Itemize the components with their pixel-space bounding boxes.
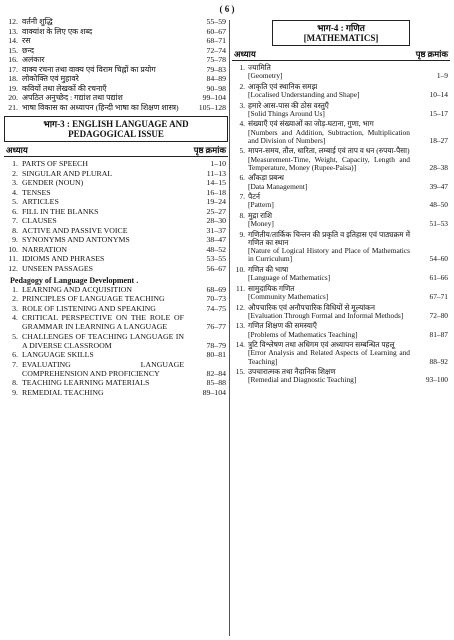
english-item-row xyxy=(4,198,228,207)
item-title-english: [Evaluation Through Formal and Informal Methods] xyxy=(248,310,404,320)
pedagogy-items-list xyxy=(4,286,228,398)
item-pages: 48–52 xyxy=(206,244,226,254)
math-item-row xyxy=(232,120,450,145)
item-title: NARRATION xyxy=(22,244,68,254)
item-title-english: [Language of Mathematics] xyxy=(248,273,331,283)
left-column xyxy=(4,18,228,398)
item-title-block xyxy=(248,102,450,118)
item-number: 1. xyxy=(12,284,18,294)
item-title-hindi: ज्यामिति xyxy=(248,63,271,72)
item-title-hindi: मुद्रा राशि xyxy=(248,210,272,220)
hindi-item-row xyxy=(4,18,228,27)
item-number: 9. xyxy=(239,229,245,239)
item-title-hindi: आँकड़ा प्रबन्ध xyxy=(248,173,284,183)
item-number: 14. xyxy=(8,36,18,45)
item-pages: 68–69 xyxy=(206,284,226,294)
section-4-subtitle: [MATHEMATICS] xyxy=(303,33,379,43)
hindi-item-row xyxy=(4,94,228,103)
item-number: 13. xyxy=(8,26,18,36)
item-number: 11. xyxy=(236,283,245,293)
item-title-hindi: त्रुटि विश्लेषण तथा अधिगम एवं अध्यापन सम्बन्धित पहलू xyxy=(248,340,395,350)
item-title: अपठित अनुच्छेद : गद्यांश तथा पद्यांश xyxy=(22,93,123,102)
item-title: भाषा विकास का अध्यापन (हिन्दी भाषा का शिक्षण शास्त्र) xyxy=(22,102,179,112)
item-title-hindi: औपचारिक एवं अनौपचारिक विधियों से मूल्यांकन xyxy=(248,302,375,312)
chapter-header-right: अध्याय xyxy=(234,49,256,59)
item-pages: 90–98 xyxy=(206,83,226,93)
item-title: SINGULAR AND PLURAL xyxy=(22,168,113,178)
item-title-english: [Problems of Mathematics Teaching] xyxy=(248,329,358,339)
item-title-hindi: उपचारात्मक तथा नैदानिक शिक्षण xyxy=(248,367,336,377)
item-title-block xyxy=(248,174,450,190)
math-item-row xyxy=(232,102,450,118)
math-item-row xyxy=(232,322,450,338)
pedagogy-item-row xyxy=(4,314,228,332)
page-number: ( 6 ) xyxy=(219,4,235,14)
hindi-items-list xyxy=(4,18,228,112)
item-pages: 70–73 xyxy=(206,294,226,304)
item-title-english: [Measurement-Time, Weight, Capacity, Length and Temperature, Money (Rupee-Paisa)] xyxy=(248,154,410,172)
item-number: 5. xyxy=(239,146,245,156)
item-title: TEACHING LEARNING MATERIALS xyxy=(22,378,150,388)
item-pages: 11–13 xyxy=(206,168,226,178)
right-column xyxy=(232,18,450,387)
math-item-row xyxy=(232,266,450,282)
item-pages: 82–84 xyxy=(206,368,226,378)
math-item-row xyxy=(232,83,450,99)
item-title-hindi: संख्याएँ एवं संख्याओं का जोड़-घटाना, गुणा, भाग xyxy=(248,119,374,129)
item-number: 15. xyxy=(8,45,18,55)
item-number: 18. xyxy=(8,74,18,83)
item-number: 2. xyxy=(239,81,245,91)
item-title-english: [Error Analysis and Related Aspects of Learning and Teaching] xyxy=(248,348,410,366)
item-title-block xyxy=(248,304,450,320)
item-title-block xyxy=(248,212,450,228)
pedagogy-item-row xyxy=(4,389,228,398)
item-pages: 88–92 xyxy=(429,356,448,366)
item-pages: 38–47 xyxy=(206,235,226,245)
item-pages: 93–100 xyxy=(425,375,448,385)
item-title-block xyxy=(248,193,450,209)
item-number: 8. xyxy=(12,225,18,235)
item-pages: 81–87 xyxy=(429,329,448,339)
item-pages: 55–59 xyxy=(206,17,226,26)
math-item-row xyxy=(232,147,450,172)
item-number: 5. xyxy=(12,331,18,341)
item-title-block xyxy=(248,368,450,384)
english-item-row xyxy=(4,265,228,274)
item-pages: 72–74 xyxy=(206,45,226,55)
item-title-hindi: आकृति एवं स्थानिक समझ xyxy=(248,81,318,91)
item-pages: 78–79 xyxy=(206,340,226,350)
item-title: ROLE OF LISTENING AND SPEAKING xyxy=(22,303,156,313)
section-3-title: भाग-3 : ENGLISH LANGUAGE AND PEDAGOGICAL ISSUE xyxy=(4,116,228,142)
item-pages: 10–14 xyxy=(429,90,448,99)
item-pages: 53–55 xyxy=(206,254,226,264)
item-title: लोकोक्ति एवं मुहावरे xyxy=(22,74,79,83)
item-pages: 28–38 xyxy=(429,162,448,172)
item-title-english: [Community Mathematics] xyxy=(248,291,329,301)
item-number: 4. xyxy=(12,187,18,197)
item-title-hindi: गणित शिक्षण की समस्याएँ xyxy=(248,321,317,331)
item-title-block xyxy=(248,266,450,282)
english-item-row xyxy=(4,179,228,188)
item-number: 14. xyxy=(235,340,245,350)
section-4-title: भाग-4 : गणित xyxy=(317,23,365,33)
item-number: 12. xyxy=(8,17,18,26)
column-divider xyxy=(229,20,230,636)
pedagogy-heading: Pedagogy of Language Development . xyxy=(10,275,139,285)
item-title-block xyxy=(248,285,450,301)
item-number: 9. xyxy=(12,387,18,397)
item-number: 19. xyxy=(8,83,18,93)
item-title: वर्तनी शुद्धि xyxy=(22,17,53,26)
item-pages: 1–9 xyxy=(436,71,448,81)
item-pages: 14–15 xyxy=(206,178,226,188)
item-title-english: [Pattern] xyxy=(248,200,274,210)
item-title-block xyxy=(248,147,450,172)
item-pages: 84–89 xyxy=(206,74,226,83)
item-title: छन्द xyxy=(22,45,35,55)
item-title: GENDER (NOUN) xyxy=(22,178,84,188)
item-pages: 105–128 xyxy=(198,102,226,112)
english-item-row xyxy=(4,255,228,264)
item-title-english: [Geometry] xyxy=(248,71,283,81)
item-title-block xyxy=(248,120,450,145)
item-title-block xyxy=(248,231,450,264)
page-header-right: पृष्ठ क्रमांक xyxy=(415,49,448,59)
math-items-list xyxy=(232,64,450,385)
pedagogy-item-row xyxy=(4,351,228,360)
item-number: 4. xyxy=(239,119,245,129)
item-number: 4. xyxy=(12,313,18,323)
item-title: PRINCIPLES OF LANGUAGE TEACHING xyxy=(22,294,165,304)
item-title-hindi: गणितीय/तार्किक चिन्तन की प्रकृति व इतिहास एवं पाठ्यक्रम में गणित का स्थान xyxy=(248,229,410,247)
item-number: 10. xyxy=(8,244,18,254)
item-title-hindi: हमारे आस-पास की ठोस वस्तुएँ xyxy=(248,100,329,110)
math-item-row xyxy=(232,285,450,301)
item-pages: 1–10 xyxy=(210,159,226,169)
item-pages: 75–78 xyxy=(206,55,226,64)
item-pages: 18–27 xyxy=(429,135,448,145)
item-pages: 72–80 xyxy=(429,310,448,320)
item-number: 6. xyxy=(12,350,18,360)
item-title: LEARNING AND ACQUISITION xyxy=(22,284,133,294)
item-number: 2. xyxy=(12,168,18,178)
math-item-row xyxy=(232,174,450,190)
item-pages: 76–77 xyxy=(206,322,226,332)
column-header xyxy=(4,145,228,157)
hindi-item-row xyxy=(4,75,228,84)
item-title-block xyxy=(248,64,450,80)
item-pages: 61–66 xyxy=(429,273,448,283)
item-title: रस xyxy=(22,36,31,45)
item-title: ACTIVE AND PASSIVE VOICE xyxy=(22,225,128,235)
item-pages: 51–53 xyxy=(429,219,448,229)
item-title-english: [Nature of Logical History and Place of Mathematics in Curriculum] xyxy=(248,246,410,264)
item-pages: 99–104 xyxy=(202,93,226,102)
item-number: 9. xyxy=(12,235,18,245)
item-title: ARTICLES xyxy=(22,197,59,207)
item-title-english: [Solid Things Around Us] xyxy=(248,108,325,118)
item-number: 13. xyxy=(235,321,245,331)
item-title: SYNONYMS AND ANTONYMS xyxy=(22,235,130,245)
item-number: 12. xyxy=(8,263,18,273)
item-number: 12. xyxy=(235,302,245,312)
item-title: FILL IN THE BLANKS xyxy=(22,206,99,216)
item-pages: 28–30 xyxy=(206,216,226,226)
pedagogy-item-row xyxy=(4,333,228,351)
item-number: 2. xyxy=(12,294,18,304)
item-number: 6. xyxy=(12,206,18,216)
item-title: CRITICAL PERSPECTIVE ON THE ROLE OF GRAMMAR IN LEARNING A LANGUAGE xyxy=(22,313,184,332)
item-number: 17. xyxy=(8,64,18,74)
english-item-row xyxy=(4,236,228,245)
item-pages: 19–24 xyxy=(206,197,226,207)
hindi-item-row xyxy=(4,104,228,113)
item-title: कवियों तथा लेखकों की रचनाएँ xyxy=(22,83,107,93)
item-title: CLAUSES xyxy=(22,216,57,226)
item-title-english: [Numbers and Addition, Subtraction, Multiplication and Division of Numbers] xyxy=(248,127,410,145)
item-number: 20. xyxy=(8,93,18,102)
item-title-english: [Money] xyxy=(248,219,274,229)
item-pages: 48–50 xyxy=(429,200,448,210)
english-item-row xyxy=(4,160,228,169)
item-title-block xyxy=(248,322,450,338)
item-title-hindi: गणित की भाषा xyxy=(248,264,289,274)
item-number: 5. xyxy=(12,197,18,207)
page-header: पृष्ठ क्रमांक xyxy=(193,145,226,156)
item-title: EVALUATING LANGUAGE COMPREHENSION AND PROFICIENCY xyxy=(22,359,184,378)
item-pages: 60–67 xyxy=(206,26,226,36)
item-pages: 16–18 xyxy=(206,187,226,197)
hindi-item-row xyxy=(4,28,228,37)
item-pages: 68–71 xyxy=(206,36,226,45)
item-pages: 79–83 xyxy=(206,64,226,74)
item-title: IDIOMS AND PHRASES xyxy=(22,254,105,264)
item-number: 8. xyxy=(239,210,245,220)
item-pages: 25–27 xyxy=(206,206,226,216)
item-title: वाक्य रचना तथा वाक्य एवं विराम चिह्नों का प्रयोग xyxy=(22,64,156,74)
item-pages: 89–104 xyxy=(202,387,226,397)
item-pages: 15–17 xyxy=(429,108,448,118)
math-item-row xyxy=(232,304,450,320)
item-number: 1. xyxy=(12,159,18,169)
pedagogy-item-row xyxy=(4,361,228,379)
item-number: 10. xyxy=(235,264,245,274)
english-item-row xyxy=(4,217,228,226)
item-pages: 54–60 xyxy=(429,254,448,264)
english-items-list xyxy=(4,160,228,273)
item-title: UNSEEN PASSAGES xyxy=(22,263,93,273)
item-pages: 31–37 xyxy=(206,225,226,235)
item-pages: 39–47 xyxy=(429,181,448,191)
hindi-item-row xyxy=(4,56,228,65)
item-number: 7. xyxy=(239,192,245,202)
item-pages: 80–81 xyxy=(206,350,226,360)
item-number: 1. xyxy=(239,63,245,72)
item-title-hindi: सामुदायिक गणित xyxy=(248,283,295,293)
math-item-row xyxy=(232,368,450,384)
item-title: PARTS OF SPEECH xyxy=(22,159,88,169)
item-title-english: [Data Management] xyxy=(248,181,308,191)
math-item-row xyxy=(232,231,450,264)
item-title: LANGUAGE SKILLS xyxy=(22,350,94,360)
section-4-title-box xyxy=(272,20,410,46)
pedagogy-item-row xyxy=(4,379,228,388)
item-title-hindi: पैटर्न xyxy=(248,192,261,202)
item-title-block xyxy=(248,341,450,366)
math-item-row xyxy=(232,212,450,228)
hindi-item-row xyxy=(4,37,228,46)
item-number: 15. xyxy=(235,367,245,377)
item-title: REMEDIAL TEACHING xyxy=(22,387,104,397)
item-pages: 56–67 xyxy=(206,263,226,273)
item-number: 8. xyxy=(12,378,18,388)
item-number: 21. xyxy=(8,102,18,112)
item-number: 6. xyxy=(239,173,245,183)
math-item-row xyxy=(232,341,450,366)
item-title: अलंकार xyxy=(22,55,45,64)
item-title-english: [Remedial and Diagnostic Teaching] xyxy=(248,375,357,385)
item-title-block xyxy=(248,83,450,99)
math-item-row xyxy=(232,64,450,80)
item-number: 3. xyxy=(12,178,18,188)
item-number: 3. xyxy=(239,100,245,110)
chapter-header: अध्याय xyxy=(6,145,28,156)
item-pages: 74–75 xyxy=(206,303,226,313)
item-title-english: [Localised Understanding and Shape] xyxy=(248,90,360,99)
item-pages: 67–71 xyxy=(429,291,448,301)
item-title: CHALLENGES OF TEACHING LANGUAGE IN A DIVERSE CLASSROOM xyxy=(22,331,184,350)
item-pages: 85–88 xyxy=(206,378,226,388)
item-title-hindi: मापन-समय, तौल, धारिता, लम्बाई एवं ताप व धन (रुपया-पैसा) xyxy=(248,146,410,156)
item-number: 11. xyxy=(8,254,18,264)
item-title: TENSES xyxy=(22,187,51,197)
item-number: 16. xyxy=(8,55,18,64)
item-number: 3. xyxy=(12,303,18,313)
item-number: 7. xyxy=(12,216,18,226)
pedagogy-item-row xyxy=(4,295,228,304)
item-title: वाक्यांश के लिए एक शब्द xyxy=(22,26,93,36)
column-header-right xyxy=(232,49,450,61)
item-number: 7. xyxy=(12,359,18,369)
math-item-row xyxy=(232,193,450,209)
